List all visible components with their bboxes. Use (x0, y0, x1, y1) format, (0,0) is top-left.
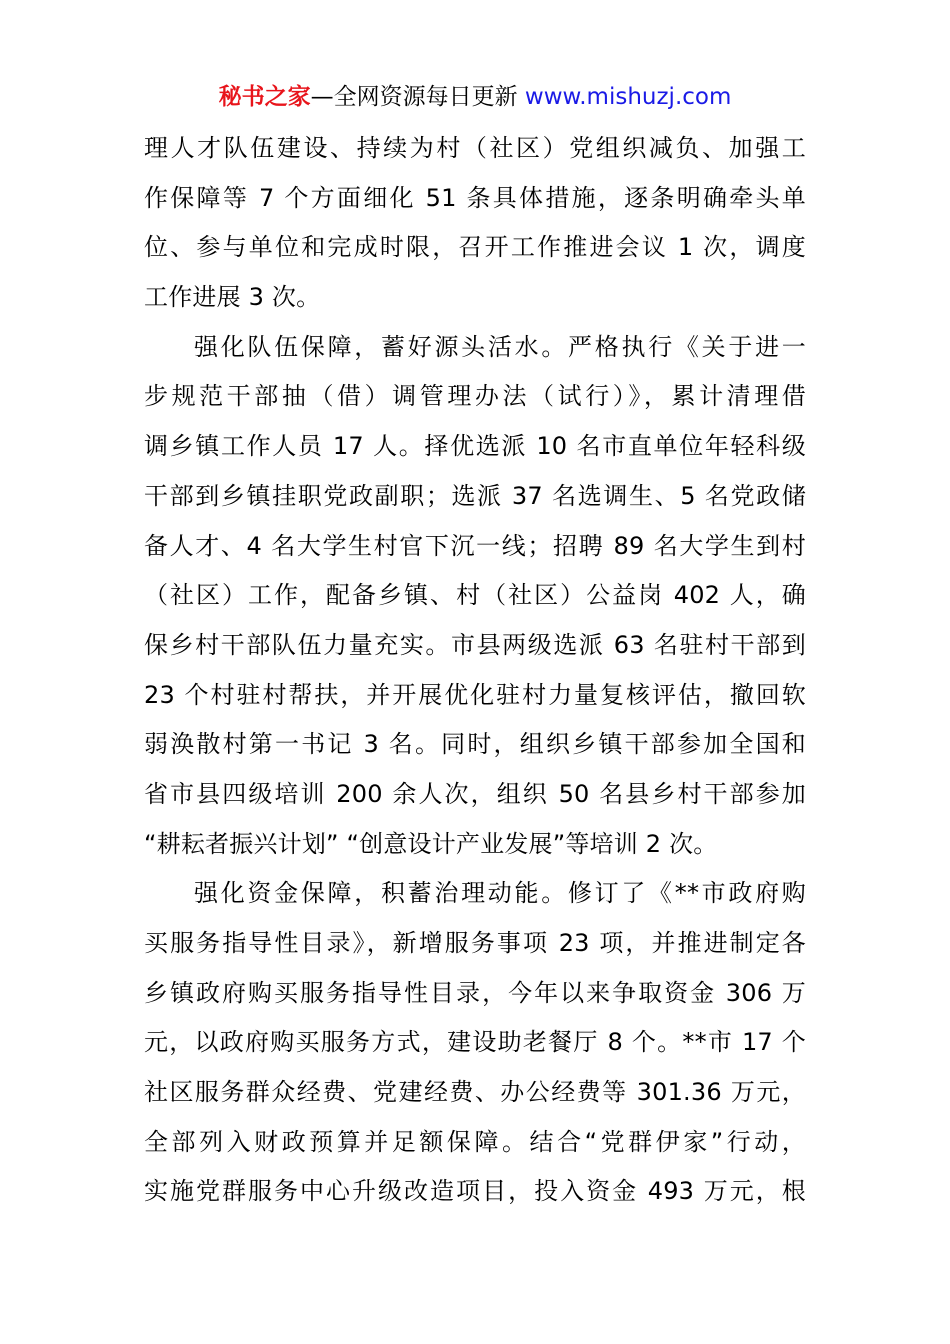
text-line: 全部列入财政预算并足额保障。结合“党群伊家”行动， (144, 1127, 806, 1156)
text-line: 元，以政府购买服务方式，建设助老餐厅 8 个。**市 17 个 (144, 1028, 806, 1057)
text-line: 省市县四级培训 200 余人次，组织 50 名县乡村干部参加 (144, 779, 806, 808)
text-line: 弱涣散村第一书记 3 名。同时，组织乡镇干部参加全国和 (144, 730, 806, 759)
text-line: （社区）工作，配备乡镇、村（社区）公益岗 402 人，确 (144, 581, 806, 610)
text-line: 23 个村驻村帮扶，并开展优化驻村力量复核评估，撤回软 (144, 680, 806, 709)
text-line: 作保障等 7 个方面细化 51 条具体措施，逐条明确牵头单 (144, 183, 806, 212)
text-line: 位、参与单位和完成时限，召开工作推进会议 1 次，调度 (144, 233, 806, 262)
text-line: 保乡村干部队伍力量充实。市县两级选派 63 名驻村干部到 (144, 630, 806, 659)
text-line: 社区服务群众经费、党建经费、办公经费等 301.36 万元， (144, 1078, 806, 1107)
site-slogan: —全网资源每日更新 (310, 84, 525, 110)
text-line: 步规范干部抽（借）调管理办法（试行）》，累计清理借 (144, 382, 806, 411)
text-line: 工作进展 3 次。 (144, 283, 321, 312)
site-url-link[interactable]: www.mishuzj.com (524, 84, 732, 110)
document-body (144, 124, 806, 1217)
text-line: 实施党群服务中心升级改造项目，投入资金 493 万元，根 (144, 1177, 806, 1206)
site-header (0, 80, 950, 114)
text-line: 调乡镇工作人员 17 人。择优选派 10 名市直单位年轻科级 (144, 432, 806, 461)
text-line: “耕耘者振兴计划” “创意设计产业发展”等培训 2 次。 (144, 829, 718, 858)
text-line: 乡镇政府购买服务指导性目录，今年以来争取资金 306 万 (144, 978, 806, 1007)
text-line: 强化队伍保障，蓄好源头活水。严格执行《关于进一 (194, 332, 806, 361)
text-line: 干部到乡镇挂职党政副职；选派 37 名选调生、5 名党政储 (144, 481, 806, 510)
text-line: 理人才队伍建设、持续为村（社区）党组织减负、加强工 (144, 134, 806, 162)
site-brand: 秘书之家 (218, 84, 311, 110)
text-line: 强化资金保障，积蓄治理动能。修订了《**市政府购 (194, 879, 806, 908)
text-line: 备人才、4 名大学生村官下沉一线；招聘 89 名大学生到村 (144, 531, 806, 560)
text-line: 买服务指导性目录》，新增服务事项 23 项，并推进制定各 (144, 929, 806, 957)
